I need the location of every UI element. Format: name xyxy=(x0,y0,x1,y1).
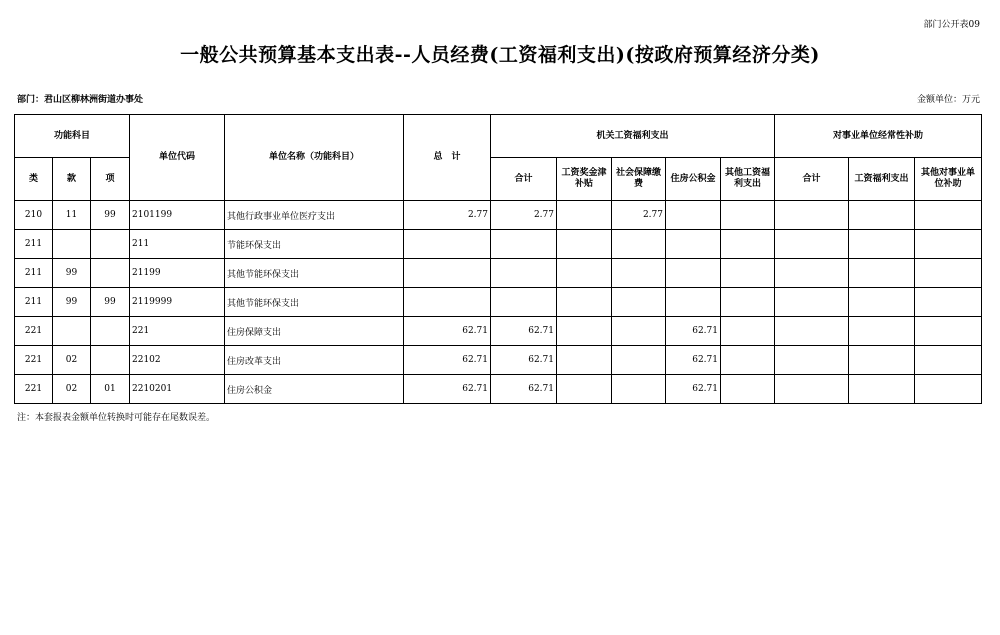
cell-gov-other xyxy=(721,317,775,346)
cell-kuan: 99 xyxy=(53,259,91,288)
cell-gov-housing xyxy=(666,201,721,230)
table-row xyxy=(15,375,982,404)
cell-code: 221 xyxy=(130,317,225,346)
cell-inst-sum xyxy=(775,230,849,259)
table-number-label: 部门公开表09 xyxy=(923,20,980,30)
cell-code: 2119999 xyxy=(130,288,225,317)
cell-total xyxy=(404,288,491,317)
cell-gov-bonus xyxy=(557,288,612,317)
cell-inst-sum xyxy=(775,375,849,404)
cell-code: 21199 xyxy=(130,259,225,288)
cell-kuan xyxy=(53,230,91,259)
cell-lei: 221 xyxy=(15,346,53,375)
cell-total xyxy=(404,259,491,288)
footnote: 注：本套报表金额单位转换时可能存在尾数误差。 xyxy=(17,413,216,423)
header-total: 总 计 xyxy=(404,115,491,201)
cell-code: 211 xyxy=(130,230,225,259)
cell-gov-housing: 62.71 xyxy=(666,317,721,346)
header-xiang: 项 xyxy=(91,158,130,201)
table-row xyxy=(15,288,982,317)
cell-gov-sum: 62.71 xyxy=(491,346,557,375)
cell-gov-housing xyxy=(666,230,721,259)
cell-lei: 211 xyxy=(15,288,53,317)
cell-gov-other xyxy=(721,375,775,404)
header-lei: 类 xyxy=(15,158,53,201)
cell-gov-sum xyxy=(491,259,557,288)
cell-gov-social xyxy=(612,288,666,317)
currency-unit-label: 金额单位：万元 xyxy=(916,95,980,105)
cell-gov-social xyxy=(612,259,666,288)
cell-inst-other xyxy=(915,346,982,375)
page-title: 一般公共预算基本支出表--人员经费(工资福利支出)(按政府预算经济分类) xyxy=(180,44,820,66)
header-inst-other: 其他对事业单位补助 xyxy=(915,158,982,201)
cell-total: 62.71 xyxy=(404,346,491,375)
cell-gov-other xyxy=(721,346,775,375)
cell-inst-other xyxy=(915,230,982,259)
header-gov-housing: 住房公积金 xyxy=(666,158,721,201)
cell-code: 2101199 xyxy=(130,201,225,230)
cell-name: 节能环保支出 xyxy=(225,230,404,259)
cell-name: 住房改革支出 xyxy=(225,346,404,375)
cell-gov-bonus xyxy=(557,317,612,346)
header-gov-social: 社会保障缴费 xyxy=(612,158,666,201)
cell-xiang: 99 xyxy=(91,288,130,317)
header-gov-wage: 机关工资福利支出 xyxy=(491,115,775,158)
cell-kuan: 11 xyxy=(53,201,91,230)
cell-inst-wage xyxy=(849,317,915,346)
cell-lei: 221 xyxy=(15,317,53,346)
cell-gov-bonus xyxy=(557,201,612,230)
cell-xiang xyxy=(91,346,130,375)
cell-inst-wage xyxy=(849,230,915,259)
cell-gov-other xyxy=(721,288,775,317)
cell-gov-housing: 62.71 xyxy=(666,375,721,404)
cell-xiang xyxy=(91,259,130,288)
cell-gov-sum: 62.71 xyxy=(491,317,557,346)
cell-inst-other xyxy=(915,288,982,317)
cell-inst-sum xyxy=(775,288,849,317)
cell-xiang xyxy=(91,230,130,259)
cell-gov-other xyxy=(721,201,775,230)
header-gov-bonus: 工资奖金津补贴 xyxy=(557,158,612,201)
cell-gov-sum xyxy=(491,230,557,259)
cell-name: 其他节能环保支出 xyxy=(225,259,404,288)
cell-lei: 211 xyxy=(15,230,53,259)
cell-xiang xyxy=(91,317,130,346)
cell-lei: 221 xyxy=(15,375,53,404)
cell-inst-other xyxy=(915,375,982,404)
cell-gov-sum xyxy=(491,288,557,317)
cell-name: 其他行政事业单位医疗支出 xyxy=(225,201,404,230)
cell-xiang: 01 xyxy=(91,375,130,404)
header-func-subject: 功能科目 xyxy=(15,115,130,158)
cell-lei: 211 xyxy=(15,259,53,288)
cell-gov-housing xyxy=(666,288,721,317)
header-unit-name: 单位名称（功能科目） xyxy=(225,115,404,201)
cell-name: 住房保障支出 xyxy=(225,317,404,346)
cell-inst-sum xyxy=(775,317,849,346)
cell-total xyxy=(404,230,491,259)
cell-gov-bonus xyxy=(557,259,612,288)
cell-inst-sum xyxy=(775,201,849,230)
cell-inst-other xyxy=(915,201,982,230)
header-inst-wage: 工资福利支出 xyxy=(849,158,915,201)
cell-inst-wage xyxy=(849,375,915,404)
cell-gov-social xyxy=(612,346,666,375)
cell-kuan: 99 xyxy=(53,288,91,317)
header-kuan: 款 xyxy=(53,158,91,201)
cell-xiang: 99 xyxy=(91,201,130,230)
budget-table xyxy=(14,114,982,404)
cell-total: 62.71 xyxy=(404,375,491,404)
cell-kuan xyxy=(53,317,91,346)
cell-gov-housing: 62.71 xyxy=(666,346,721,375)
cell-total: 62.71 xyxy=(404,317,491,346)
cell-gov-bonus xyxy=(557,346,612,375)
header-gov-other: 其他工资福利支出 xyxy=(721,158,775,201)
cell-gov-housing xyxy=(666,259,721,288)
cell-gov-sum: 62.71 xyxy=(491,375,557,404)
table-row xyxy=(15,201,982,230)
cell-kuan: 02 xyxy=(53,346,91,375)
cell-gov-bonus xyxy=(557,375,612,404)
header-inst-subsidy: 对事业单位经常性补助 xyxy=(775,115,982,158)
cell-gov-sum: 2.77 xyxy=(491,201,557,230)
cell-gov-other xyxy=(721,259,775,288)
cell-inst-sum xyxy=(775,259,849,288)
header-gov-sum: 合计 xyxy=(491,158,557,201)
cell-inst-other xyxy=(915,317,982,346)
header-inst-sum: 合计 xyxy=(775,158,849,201)
table-row xyxy=(15,230,982,259)
department-label: 部门：君山区柳林洲街道办事处 xyxy=(17,95,144,105)
cell-gov-social xyxy=(612,375,666,404)
table-row xyxy=(15,346,982,375)
cell-gov-social: 2.77 xyxy=(612,201,666,230)
cell-name: 其他节能环保支出 xyxy=(225,288,404,317)
table-row xyxy=(15,259,982,288)
cell-gov-other xyxy=(721,230,775,259)
cell-name: 住房公积金 xyxy=(225,375,404,404)
cell-kuan: 02 xyxy=(53,375,91,404)
cell-inst-other xyxy=(915,259,982,288)
cell-inst-wage xyxy=(849,346,915,375)
cell-lei: 210 xyxy=(15,201,53,230)
cell-code: 22102 xyxy=(130,346,225,375)
cell-inst-wage xyxy=(849,201,915,230)
cell-gov-social xyxy=(612,317,666,346)
cell-inst-wage xyxy=(849,288,915,317)
cell-gov-social xyxy=(612,230,666,259)
cell-inst-wage xyxy=(849,259,915,288)
cell-inst-sum xyxy=(775,346,849,375)
cell-code: 2210201 xyxy=(130,375,225,404)
cell-gov-bonus xyxy=(557,230,612,259)
table-row xyxy=(15,317,982,346)
header-unit-code: 单位代码 xyxy=(130,115,225,201)
header-row-1 xyxy=(15,115,982,158)
cell-total: 2.77 xyxy=(404,201,491,230)
